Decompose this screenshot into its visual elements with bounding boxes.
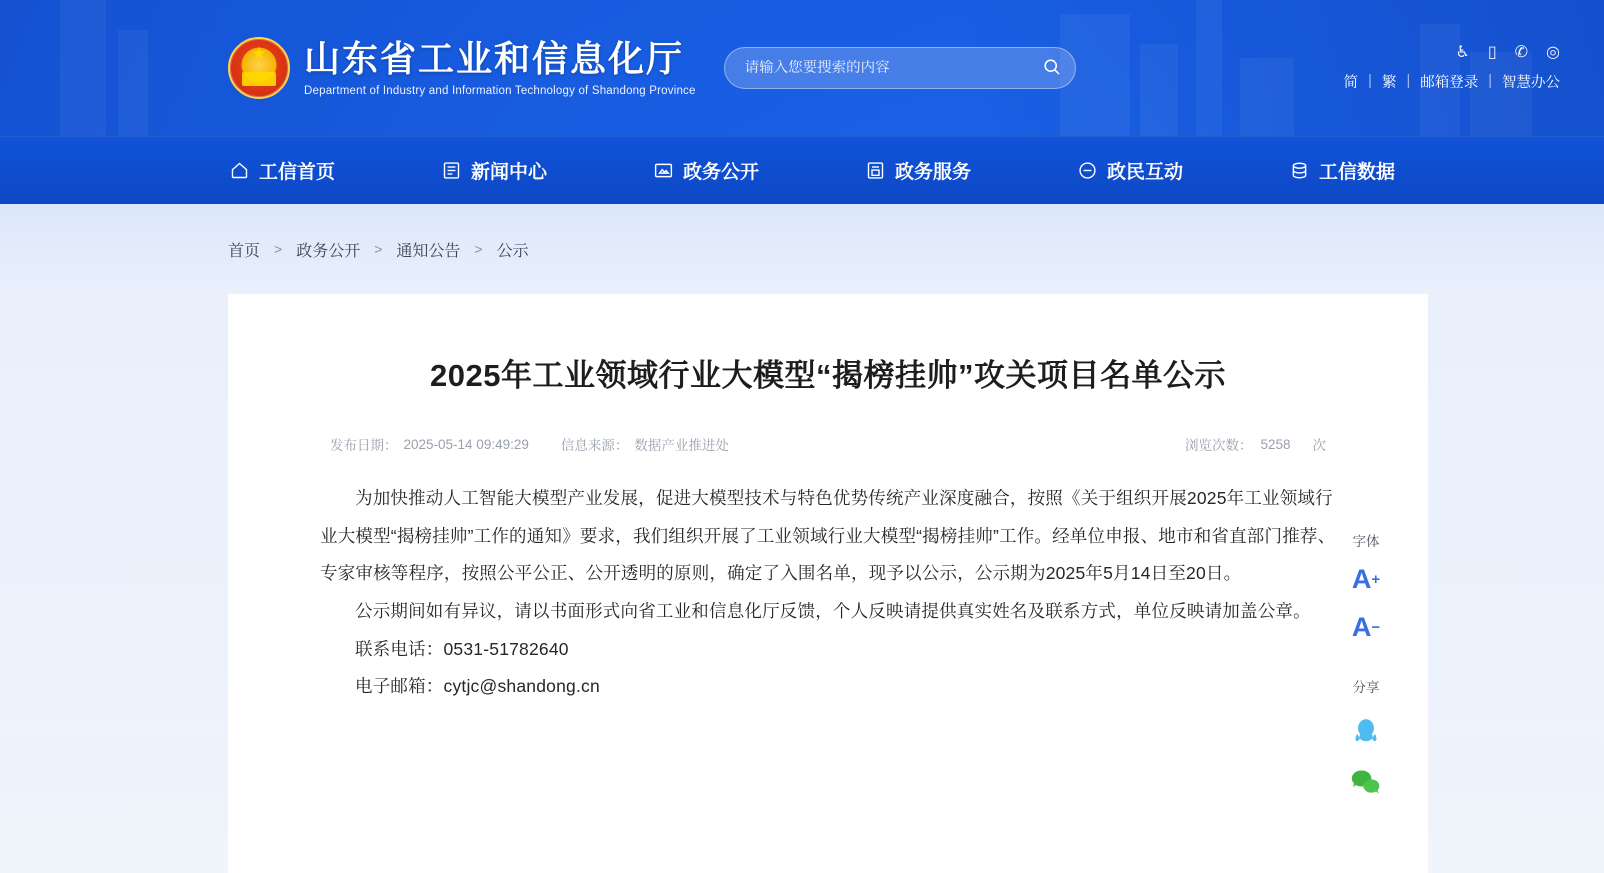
source-label: 信息来源： xyxy=(560,438,629,454)
font-increase-button[interactable] xyxy=(1345,558,1387,600)
accessibility-icon[interactable]: ♿ xyxy=(1455,43,1470,61)
nav-item-news[interactable] xyxy=(440,157,652,184)
breadcrumb xyxy=(228,238,529,261)
wechat-share-icon[interactable] xyxy=(1346,762,1386,802)
national-emblem-icon xyxy=(228,37,290,99)
nav-label-news: 新闻中心 xyxy=(471,162,548,183)
views-label: 浏览次数： xyxy=(1184,438,1253,454)
breadcrumb-bar xyxy=(0,204,1604,294)
article-paragraph-1: 为加快推动人工智能大模型产业发展，促进大模型技术与特色优势传统产业深度融合，按照《关于组织开展2025年工业领域行业大模型“揭榜挂帅”工作的通知》要求，我们组织开展了工业领域行业大模型“揭榜挂帅”工作。经单位申报、地市和省直部门推荐、专家审核等程序，按照公平公正、公开透明的原则，确定了入围名单，现予以公示，公示期为2025年5月14日至20日。 xyxy=(320,488,1336,584)
breadcrumb-separator-2: > xyxy=(374,241,383,257)
search-button[interactable] xyxy=(1037,53,1067,83)
nav-item-data[interactable] xyxy=(1288,157,1500,184)
data-icon xyxy=(1288,160,1310,182)
wechat-icon[interactable]: ✆ xyxy=(1514,43,1529,61)
mail-login-link[interactable]: 邮箱登录 xyxy=(1420,74,1479,91)
interaction-icon xyxy=(1076,160,1098,182)
link-separator-1: | xyxy=(1368,73,1372,89)
nav-item-service[interactable] xyxy=(864,157,1076,184)
service-icon xyxy=(864,160,886,182)
article-paragraph-2: 公示期间如有异议，请以书面形式向省工业和信息化厅反馈，个人反映请提供真实姓名及联系方式，单位反映请加盖公章。 xyxy=(355,600,1311,621)
main-navigation xyxy=(0,136,1604,204)
share-label: 分享 xyxy=(1352,680,1380,695)
views-unit: 次 xyxy=(1312,438,1326,454)
font-decrease-letter: A xyxy=(1351,611,1372,642)
article-card xyxy=(228,294,1428,873)
source-group xyxy=(561,434,729,454)
site-header xyxy=(0,0,1604,136)
nav-label-interaction: 政民互动 xyxy=(1107,162,1184,183)
source-value: 数据产业推进处 xyxy=(634,438,729,454)
search-icon xyxy=(1042,57,1061,79)
link-separator-2: | xyxy=(1406,73,1411,89)
qq-share-icon[interactable] xyxy=(1346,710,1386,750)
nav-label-service: 政务服务 xyxy=(895,162,972,183)
breadcrumb-separator-3: > xyxy=(474,241,483,257)
breadcrumb-item-open-government[interactable]: 政务公开 xyxy=(296,242,361,260)
views-group xyxy=(1185,434,1326,454)
header-tools xyxy=(1344,45,1574,92)
mobile-icon[interactable]: ▯ xyxy=(1487,43,1497,61)
breadcrumb-item-home[interactable]: 首页 xyxy=(228,242,261,260)
breadcrumb-item-announcement[interactable]: 公示 xyxy=(496,242,529,260)
weibo-icon[interactable]: ◎ xyxy=(1546,43,1560,61)
views-value: 5258 xyxy=(1260,436,1291,452)
lang-simplified-link[interactable]: 简 xyxy=(1343,74,1359,91)
search-box[interactable] xyxy=(724,47,1076,89)
publish-date-value: 2025-05-14 09:49:29 xyxy=(403,436,529,452)
lang-traditional-link[interactable]: 繁 xyxy=(1381,74,1397,91)
news-icon xyxy=(440,160,462,182)
site-title-en: Department of Industry and Information Technology of Shandong Province xyxy=(304,84,696,97)
header-link-row xyxy=(1344,71,1560,92)
breadcrumb-item-notice[interactable]: 通知公告 xyxy=(396,242,461,260)
nav-item-open-government[interactable] xyxy=(652,157,864,184)
font-increase-letter: A xyxy=(1351,563,1372,594)
header-icon-row xyxy=(1455,45,1560,61)
site-title-block[interactable] xyxy=(304,39,696,97)
font-decrease-sup: − xyxy=(1371,618,1381,636)
nav-item-home[interactable] xyxy=(228,157,440,184)
site-title-cn: 山东省工业和信息化厅 xyxy=(304,38,685,80)
nav-item-interaction[interactable] xyxy=(1076,157,1288,184)
home-icon xyxy=(228,160,250,182)
article-meta xyxy=(320,434,1336,454)
article-body xyxy=(320,480,1336,706)
smart-office-link[interactable]: 智慧办公 xyxy=(1502,74,1560,91)
nav-label-open-government: 政务公开 xyxy=(683,162,760,183)
font-increase-sup: + xyxy=(1371,570,1381,588)
publish-date-label: 发布日期： xyxy=(330,438,398,454)
page-title: 2025年工业领域行业大模型“揭榜挂帅”攻关项目名单公示 xyxy=(430,358,1226,393)
article-paragraph-phone: 联系电话：0531-51782640 xyxy=(355,638,569,659)
nav-label-home: 工信首页 xyxy=(259,162,336,183)
open-government-icon xyxy=(652,160,674,182)
font-decrease-button[interactable] xyxy=(1345,606,1387,648)
article-paragraph-email: 电子邮箱：cytjc@shandong.cn xyxy=(355,676,600,697)
font-size-label: 字体 xyxy=(1352,534,1380,549)
link-separator-3: | xyxy=(1488,73,1492,89)
nav-label-data: 工信数据 xyxy=(1319,162,1396,183)
publish-date-group xyxy=(330,434,529,454)
breadcrumb-separator-1: > xyxy=(274,241,283,257)
page-body xyxy=(0,294,1604,873)
article-side-tools xyxy=(1330,530,1402,802)
search-input[interactable] xyxy=(745,60,1037,76)
